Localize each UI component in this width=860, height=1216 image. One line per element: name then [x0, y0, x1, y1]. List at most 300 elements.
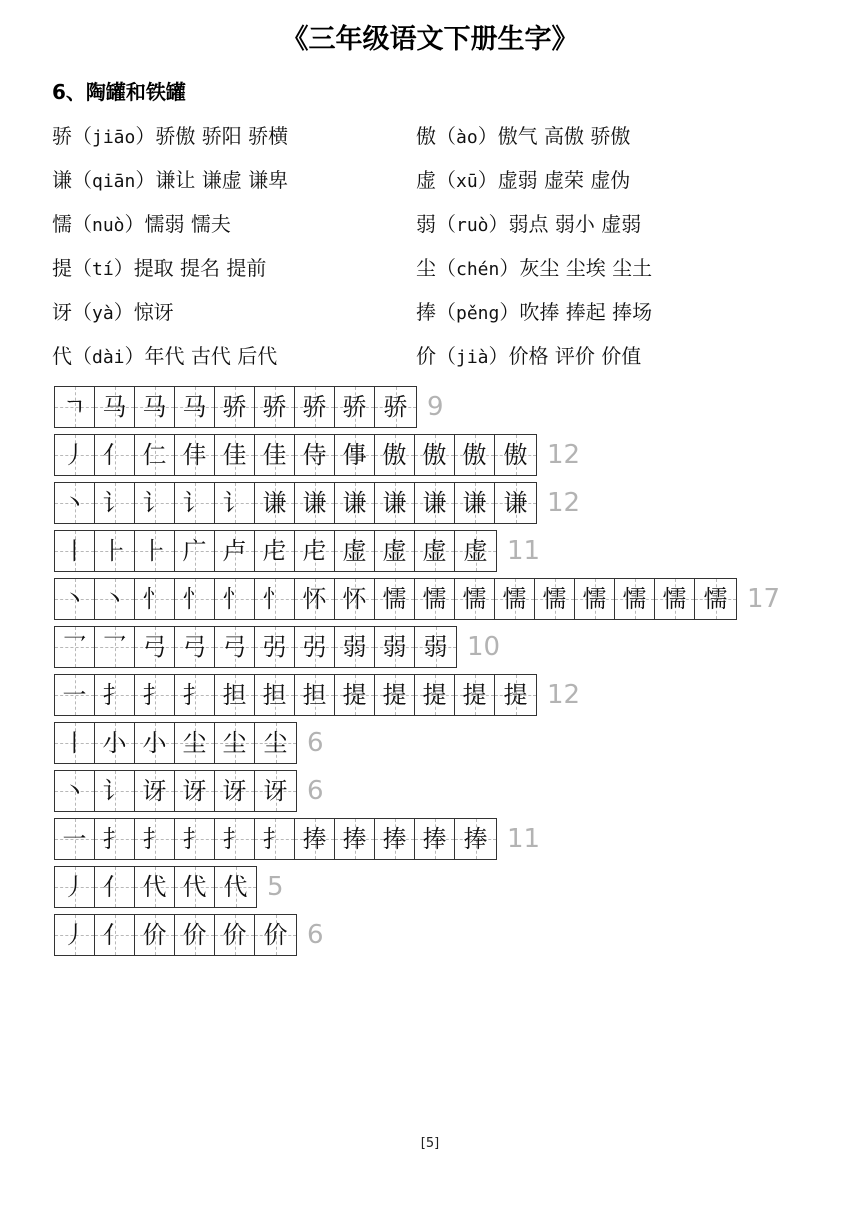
stroke-step-glyph: 弓 [182, 633, 207, 661]
stroke-step-glyph: 代 [182, 873, 207, 901]
stroke-step-box [175, 819, 215, 859]
stroke-step-box [175, 771, 215, 811]
stroke-step-box [455, 435, 495, 475]
stroke-step-box [255, 627, 295, 667]
vocab-item [416, 162, 792, 206]
stroke-box-strip [54, 578, 737, 620]
stroke-step-glyph: 虚 [382, 537, 407, 565]
stroke-step-glyph: 尘 [263, 729, 288, 757]
vocab-pinyin: jiāo [92, 127, 136, 148]
stroke-step-glyph: 骄 [222, 393, 247, 421]
stroke-step-glyph: 谦 [302, 489, 327, 517]
paren-close: ） [113, 256, 134, 280]
stroke-step-box [135, 531, 175, 571]
stroke-step-box [135, 435, 175, 475]
stroke-step-box [215, 435, 255, 475]
stroke-step-box [295, 483, 335, 523]
stroke-step-glyph: 捧 [382, 825, 407, 853]
stroke-step-glyph: 卢 [222, 537, 247, 565]
stroke-step-box [335, 387, 375, 427]
stroke-step-glyph: 一 [62, 825, 87, 853]
stroke-step-box [95, 675, 135, 715]
stroke-step-box [455, 483, 495, 523]
stroke-row-捧 [54, 818, 780, 860]
stroke-step-glyph: 丶 [62, 777, 87, 805]
stroke-step-glyph: 弜 [302, 633, 327, 661]
paren-close: ） [124, 212, 145, 236]
vocab-pinyin: dài [92, 347, 125, 368]
stroke-step-glyph: 骄 [342, 393, 367, 421]
stroke-step-box [455, 819, 496, 859]
stroke-step-box [375, 531, 415, 571]
stroke-step-glyph: 担 [302, 681, 327, 709]
stroke-step-box [255, 915, 296, 955]
stroke-step-box [55, 579, 95, 619]
stroke-step-glyph: 丿 [62, 921, 87, 949]
stroke-step-box [95, 867, 135, 907]
stroke-step-box [55, 915, 95, 955]
stroke-row-提 [54, 674, 780, 716]
stroke-step-box [455, 675, 495, 715]
vocab-pinyin: yà [92, 303, 114, 324]
stroke-step-box [95, 915, 135, 955]
stroke-step-glyph: 丶 [62, 489, 87, 517]
stroke-step-box [295, 387, 335, 427]
stroke-step-box [575, 579, 615, 619]
paren-open: （ [436, 124, 456, 148]
stroke-step-box [455, 531, 496, 571]
stroke-step-box [55, 675, 95, 715]
stroke-step-glyph: 捧 [422, 825, 447, 853]
stroke-step-glyph: 懦 [382, 585, 407, 613]
stroke-step-glyph: 扌 [102, 681, 127, 709]
stroke-step-glyph: 捧 [302, 825, 327, 853]
vocab-pinyin: jià [456, 347, 489, 368]
stroke-step-box [55, 435, 95, 475]
stroke-step-box [375, 675, 415, 715]
vocab-item [416, 206, 792, 250]
stroke-row-讶 [54, 770, 780, 812]
stroke-step-glyph: 懦 [662, 585, 687, 613]
stroke-step-box [255, 675, 295, 715]
vocab-pinyin: qiān [92, 171, 136, 192]
vocab-item [416, 294, 792, 338]
vocab-char: 代 [52, 344, 72, 368]
stroke-step-box [255, 723, 296, 763]
stroke-step-box [335, 435, 375, 475]
stroke-step-box [255, 819, 295, 859]
stroke-box-strip [54, 818, 497, 860]
stroke-count: 6 [307, 920, 324, 950]
stroke-step-box [95, 771, 135, 811]
stroke-step-glyph: 讶 [222, 777, 247, 805]
vocab-pinyin: xū [456, 171, 478, 192]
stroke-step-glyph: 讶 [263, 777, 288, 805]
vocab-char: 捧 [416, 300, 436, 324]
stroke-step-box [295, 531, 335, 571]
stroke-step-box [615, 579, 655, 619]
lesson-heading: 6、陶罐和铁罐 [52, 80, 186, 104]
stroke-step-box [55, 771, 95, 811]
paren-close: ） [499, 256, 520, 280]
vocab-char: 尘 [416, 256, 436, 280]
stroke-step-box [175, 435, 215, 475]
stroke-step-box [215, 483, 255, 523]
stroke-box-strip [54, 530, 497, 572]
stroke-step-box [95, 435, 135, 475]
stroke-step-glyph: 虚 [422, 537, 447, 565]
stroke-count: 5 [267, 872, 284, 902]
stroke-step-box [95, 531, 135, 571]
page-number: [5] [420, 1136, 440, 1151]
stroke-box-strip [54, 434, 537, 476]
paren-open: （ [436, 212, 456, 236]
stroke-step-box [135, 771, 175, 811]
stroke-step-box [375, 387, 416, 427]
stroke-step-box [415, 579, 455, 619]
stroke-step-box [295, 627, 335, 667]
paren-open: （ [72, 168, 92, 192]
stroke-step-box [135, 483, 175, 523]
stroke-step-box [495, 579, 535, 619]
stroke-step-glyph: 忄 [182, 585, 207, 613]
stroke-step-glyph: 丿 [62, 441, 87, 469]
stroke-step-box [335, 483, 375, 523]
stroke-step-glyph: 捧 [342, 825, 367, 853]
stroke-step-box [295, 819, 335, 859]
stroke-step-glyph: 弱 [423, 633, 448, 661]
stroke-step-box [295, 435, 335, 475]
stroke-step-box [55, 867, 95, 907]
stroke-step-glyph: 仁 [142, 441, 167, 469]
stroke-step-glyph: ⺊ [102, 537, 127, 565]
stroke-step-glyph: 怀 [342, 585, 367, 613]
stroke-step-box [335, 531, 375, 571]
stroke-step-glyph: 扌 [142, 825, 167, 853]
stroke-step-glyph: 丶 [102, 585, 127, 613]
stroke-step-glyph: 扌 [142, 681, 167, 709]
vocab-words: 吹捧 捧起 捧场 [519, 300, 653, 324]
paren-open: （ [436, 168, 456, 192]
paren-close: ） [135, 124, 156, 148]
stroke-step-glyph: 弓 [222, 633, 247, 661]
stroke-step-glyph: 忄 [142, 585, 167, 613]
stroke-step-glyph: 马 [142, 393, 167, 421]
stroke-step-box [175, 915, 215, 955]
stroke-step-glyph: 谦 [422, 489, 447, 517]
stroke-step-box [135, 675, 175, 715]
stroke-step-box [215, 387, 255, 427]
stroke-step-box [375, 819, 415, 859]
vocab-item [416, 250, 792, 294]
vocab-words: 虚弱 虚荣 虚伪 [497, 168, 631, 192]
stroke-step-glyph: 价 [142, 921, 167, 949]
vocab-item [52, 250, 416, 294]
vocab-char: 价 [416, 344, 436, 368]
stroke-step-glyph: 懦 [462, 585, 487, 613]
stroke-row-代 [54, 866, 780, 908]
stroke-count: 17 [747, 584, 781, 614]
stroke-step-glyph: 懦 [703, 585, 728, 613]
stroke-step-box [95, 723, 135, 763]
stroke-step-box [335, 579, 375, 619]
stroke-step-glyph: 谦 [342, 489, 367, 517]
vocab-item [416, 338, 792, 382]
stroke-step-glyph: 小 [102, 729, 127, 757]
stroke-step-box [455, 579, 495, 619]
stroke-step-box [55, 819, 95, 859]
stroke-step-box [415, 531, 455, 571]
stroke-step-glyph: 亻 [102, 441, 127, 469]
stroke-step-glyph: 佳 [262, 441, 287, 469]
vocab-words: 傲气 高傲 骄傲 [497, 124, 631, 148]
vocab-words: 价格 评价 价值 [508, 344, 642, 368]
vocab-words: 骄傲 骄阳 骄横 [155, 124, 289, 148]
stroke-step-box [495, 675, 536, 715]
stroke-box-strip [54, 482, 537, 524]
stroke-step-box [375, 579, 415, 619]
stroke-step-glyph: 担 [222, 681, 247, 709]
stroke-step-glyph: 亻 [102, 921, 127, 949]
vocab-char: 提 [52, 256, 72, 280]
stroke-step-box [135, 819, 175, 859]
stroke-box-strip [54, 770, 297, 812]
stroke-step-glyph: 价 [182, 921, 207, 949]
vocab-pinyin: chén [456, 259, 500, 280]
stroke-box-strip [54, 386, 417, 428]
stroke-step-box [215, 867, 256, 907]
paren-close: ） [488, 212, 509, 236]
stroke-step-glyph: 虍 [302, 537, 327, 565]
vocab-pinyin: tí [92, 259, 114, 280]
stroke-row-谦 [54, 482, 780, 524]
stroke-step-box [215, 531, 255, 571]
stroke-step-box [295, 579, 335, 619]
vocab-char: 虚 [416, 168, 436, 192]
paren-close: ） [124, 344, 145, 368]
stroke-step-glyph: 倳 [342, 441, 367, 469]
vocab-char: 骄 [52, 124, 72, 148]
stroke-step-box [175, 483, 215, 523]
stroke-step-glyph: 骄 [262, 393, 287, 421]
vocab-char: 讶 [52, 300, 72, 324]
stroke-count: 12 [547, 680, 581, 710]
stroke-step-box [135, 579, 175, 619]
vocab-item [52, 206, 416, 250]
stroke-step-glyph: 代 [142, 873, 167, 901]
stroke-step-glyph: 丨 [62, 729, 87, 757]
stroke-step-box [255, 771, 296, 811]
stroke-step-box [55, 483, 95, 523]
vocab-item [416, 118, 792, 162]
stroke-step-box [215, 915, 255, 955]
stroke-step-glyph: 提 [503, 681, 528, 709]
stroke-row-傲 [54, 434, 780, 476]
stroke-step-glyph: 懦 [422, 585, 447, 613]
stroke-step-glyph: 谦 [262, 489, 287, 517]
vocab-char: 傲 [416, 124, 436, 148]
vocab-words: 谦让 谦虚 谦卑 [155, 168, 289, 192]
stroke-step-box [95, 627, 135, 667]
stroke-step-glyph: 价 [263, 921, 288, 949]
stroke-count: 11 [507, 536, 541, 566]
stroke-step-box [95, 819, 135, 859]
stroke-box-strip [54, 722, 297, 764]
paren-close: ） [488, 344, 509, 368]
stroke-count: 10 [467, 632, 501, 662]
stroke-box-strip [54, 626, 457, 668]
stroke-step-box [255, 435, 295, 475]
stroke-step-box [375, 435, 415, 475]
stroke-step-glyph: 扌 [222, 825, 247, 853]
stroke-step-glyph: 代 [223, 873, 248, 901]
vocab-char: 谦 [52, 168, 72, 192]
stroke-row-尘 [54, 722, 780, 764]
stroke-step-glyph: 虚 [342, 537, 367, 565]
vocab-pinyin: pěng [456, 303, 500, 324]
vocab-words: 年代 古代 后代 [144, 344, 278, 368]
stroke-step-box [55, 723, 95, 763]
stroke-step-glyph: 仹 [182, 441, 207, 469]
stroke-row-懦 [54, 578, 780, 620]
stroke-step-glyph: 讠 [182, 489, 207, 517]
stroke-step-glyph: 讠 [142, 489, 167, 517]
paren-close: ） [113, 300, 134, 324]
stroke-step-glyph: 懦 [582, 585, 607, 613]
stroke-step-glyph: 谦 [462, 489, 487, 517]
stroke-step-glyph: 乛 [102, 633, 127, 661]
vocab-words: 灰尘 尘埃 尘土 [519, 256, 653, 280]
stroke-step-box [335, 675, 375, 715]
stroke-step-box [175, 387, 215, 427]
stroke-step-glyph: 傲 [462, 441, 487, 469]
stroke-step-glyph: 傲 [422, 441, 447, 469]
vocab-char: 弱 [416, 212, 436, 236]
stroke-step-box [415, 675, 455, 715]
stroke-step-glyph: 骄 [302, 393, 327, 421]
paren-close: ） [135, 168, 156, 192]
stroke-step-glyph: 扌 [182, 825, 207, 853]
stroke-step-box [175, 723, 215, 763]
stroke-step-glyph: 虍 [262, 537, 287, 565]
vocab-char: 懦 [52, 212, 72, 236]
stroke-step-box [175, 627, 215, 667]
stroke-step-glyph: ⺊ [142, 537, 167, 565]
stroke-step-glyph: 丶 [62, 585, 87, 613]
stroke-step-glyph: ㄱ [62, 393, 87, 421]
stroke-step-box [415, 483, 455, 523]
vocab-pinyin: ào [456, 127, 478, 148]
stroke-step-glyph: 马 [102, 393, 127, 421]
stroke-step-glyph: 马 [182, 393, 207, 421]
stroke-step-glyph: 提 [342, 681, 367, 709]
vocab-words: 惊讶 [133, 300, 174, 324]
stroke-step-glyph: 提 [422, 681, 447, 709]
stroke-step-box [335, 819, 375, 859]
stroke-step-glyph: 担 [262, 681, 287, 709]
stroke-step-glyph: 骄 [383, 393, 408, 421]
stroke-step-box [255, 387, 295, 427]
stroke-step-glyph: 捧 [463, 825, 488, 853]
stroke-step-glyph: 忄 [222, 585, 247, 613]
stroke-step-glyph: 讠 [102, 489, 127, 517]
paren-open: （ [72, 124, 92, 148]
page-title: 《三年级语文下册生字》 [281, 24, 579, 55]
stroke-step-box [175, 867, 215, 907]
stroke-box-strip [54, 674, 537, 716]
stroke-step-glyph: 乛 [62, 633, 87, 661]
stroke-row-骄 [54, 386, 780, 428]
stroke-count: 6 [307, 728, 324, 758]
stroke-box-strip [54, 866, 257, 908]
stroke-step-box [215, 819, 255, 859]
stroke-step-glyph: 弱 [382, 633, 407, 661]
paren-open: （ [436, 344, 456, 368]
stroke-step-glyph: 佳 [222, 441, 247, 469]
stroke-step-glyph: 尘 [182, 729, 207, 757]
stroke-step-glyph: 讶 [142, 777, 167, 805]
stroke-step-box [295, 675, 335, 715]
stroke-row-弱 [54, 626, 780, 668]
stroke-step-glyph: 扌 [262, 825, 287, 853]
stroke-step-glyph: 懦 [502, 585, 527, 613]
stroke-step-glyph: 讶 [182, 777, 207, 805]
stroke-step-box [415, 819, 455, 859]
vocab-words: 懦弱 懦夫 [144, 212, 231, 236]
vocab-list [52, 118, 792, 382]
stroke-step-box [175, 579, 215, 619]
paren-open: （ [436, 300, 456, 324]
stroke-step-box [415, 627, 456, 667]
stroke-step-glyph: 懦 [622, 585, 647, 613]
stroke-count: 11 [507, 824, 541, 854]
stroke-step-glyph: 提 [382, 681, 407, 709]
vocab-pinyin: nuò [92, 215, 125, 236]
vocab-item [52, 338, 416, 382]
stroke-box-strip [54, 914, 297, 956]
stroke-step-box [135, 915, 175, 955]
stroke-step-box [95, 483, 135, 523]
stroke-row-虚 [54, 530, 780, 572]
stroke-step-box [495, 483, 536, 523]
stroke-step-box [135, 387, 175, 427]
stroke-step-box [255, 579, 295, 619]
stroke-step-glyph: 傲 [503, 441, 528, 469]
paren-close: ） [499, 300, 520, 324]
stroke-step-glyph: 讠 [222, 489, 247, 517]
stroke-step-glyph: 侍 [302, 441, 327, 469]
vocab-item [52, 118, 416, 162]
stroke-count: 9 [427, 392, 444, 422]
stroke-step-glyph: 谦 [382, 489, 407, 517]
paren-close: ） [477, 168, 498, 192]
stroke-step-glyph: 怀 [302, 585, 327, 613]
stroke-step-box [215, 771, 255, 811]
stroke-step-box [95, 387, 135, 427]
stroke-step-box [375, 627, 415, 667]
stroke-order-section [54, 386, 780, 962]
stroke-step-box [55, 387, 95, 427]
stroke-step-box [655, 579, 695, 619]
paren-open: （ [72, 300, 92, 324]
stroke-step-glyph: 价 [222, 921, 247, 949]
stroke-step-glyph: 弜 [262, 633, 287, 661]
paren-open: （ [72, 256, 92, 280]
stroke-step-glyph: 广 [182, 537, 207, 565]
stroke-step-box [95, 579, 135, 619]
paren-open: （ [436, 256, 456, 280]
stroke-step-box [55, 531, 95, 571]
